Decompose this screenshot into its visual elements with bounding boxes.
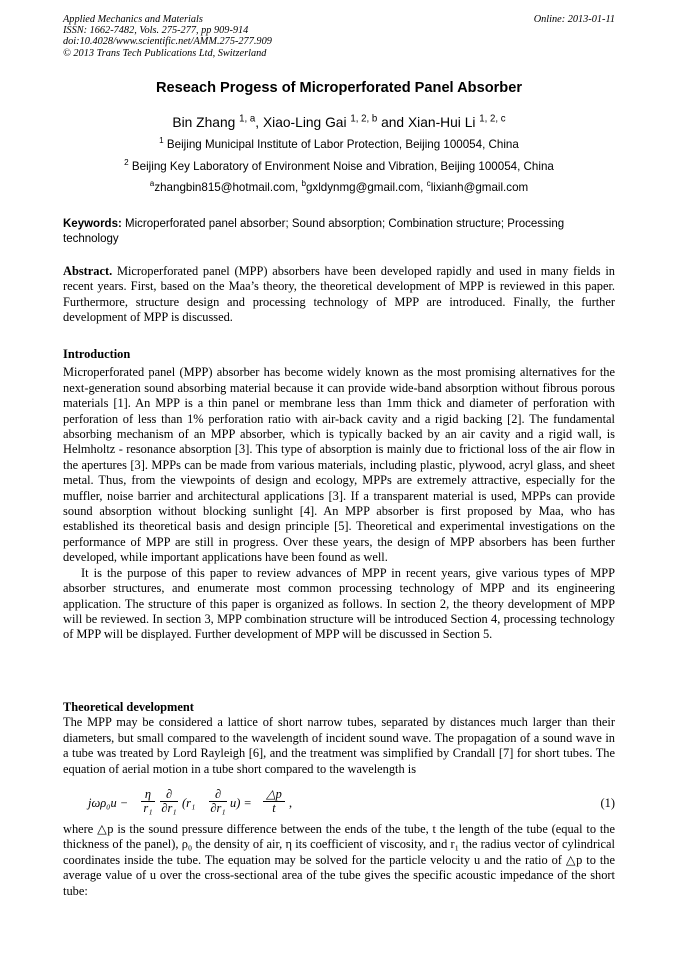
paragraph: where △p is the sound pressure difference between the ends of the tube, t the length of the tube (equal to the thickness of the panel), ρ₀ the density of air, η its coefficient of viscosity, and r₁ the radius vector of cylindrical coordinates inside the tube. The equation may be solved for the particle velocity u and the ratio of △p to the average value of u over the cross-sectional area of the tube gives the specific acoustic impedance of the short tube: — [63, 822, 615, 898]
email-line — [0, 181, 678, 194]
section-heading: Introduction — [63, 347, 131, 361]
email-marker: c — [426, 179, 431, 189]
doi-line: doi:10.4028/www.scientific.net/AMM.275-277.909 — [63, 36, 272, 48]
eq-numerator: η — [144, 787, 152, 801]
email-address[interactable]: lixianh@gmail.com — [430, 181, 529, 194]
author-affiliation-marker: 1, 2, c — [479, 113, 506, 125]
equation-number: (1) — [600, 796, 615, 810]
author-name: Xiao-Ling Gai — [262, 115, 347, 130]
eq-lhs: jωρ₀u − — [88, 796, 129, 810]
affiliation-2 — [0, 160, 678, 173]
affiliation-text: Beijing Municipal Institute of Labor Protection, Beijing 100054, China — [166, 138, 519, 151]
online-date: Online: 2013-01-11 — [533, 14, 615, 25]
journal-header — [63, 14, 615, 59]
keywords-label: Keywords: — [63, 218, 122, 230]
keywords — [63, 217, 615, 247]
affiliation-1 — [0, 138, 678, 151]
eq-fraction — [141, 788, 155, 815]
eq-middle: (r₁ — [182, 796, 196, 810]
author-name: Xian-Hui Li — [407, 115, 476, 130]
author-conjunction: and — [381, 115, 405, 130]
eq-denominator: r₁ — [143, 801, 153, 815]
theory-continuation — [63, 822, 615, 899]
keywords-text: Microperforated panel absorber; Sound absorption; Combination structure; Processing technology — [63, 218, 565, 245]
equation-1 — [88, 788, 615, 818]
eq-numerator: △p — [266, 787, 282, 801]
paragraph: It is the purpose of this paper to review advances of MPP in recent years, give various types of MPP absorber structures, and enumerate most common processing technology of MPP and its engineering application. The structure of this paper is organized as follows. In section 2, the theory development of MPP will be reviewed. In section 3, MPP combination structure will be introduced Section 4, processing technology of MPP will be displayed. Further development of MPP will be discussed in Section 5. — [63, 565, 615, 642]
eq-denominator: ∂r₁ — [210, 801, 226, 815]
eq-denominator: ∂r₁ — [161, 801, 177, 815]
copyright-line: © 2013 Trans Tech Publications Ltd, Switzerland — [63, 47, 267, 59]
affiliation-marker: 1 — [159, 136, 164, 146]
paragraph: Microperforated panel (MPP) absorber has become widely known as the most promising alternatives for the next-generation sound absorbing material because it can provide wide-band absorption without fibrous porous materials [1]. An MPP is a thin panel or membrane less than 1mm thick and diameter of perforation with perforation of less than 1% perforation ratio with air-back cavity and a rigid backing [2]. The fundamental absorbing mechanism of an MPP absorber, which is typically backed by an air cavity and a rigid wall, is Helmholtz - resonance absorption [3]. This type of absorption is mainly due to frictional loss of the air flow in the apertures [3]. MPPs can be made from various materials, including plastic, plywood, acryl glass, and sheet metal. Thus, from the viewpoints of design and ecology, MPPs are extremely attractive, especially for the muffler, noise barrier and architectural applications [3]. If a transparent material is used, MPPs can provide sound absorption without blocking sunlight [4]. An MPP absorber is first proposed by Maa, who has established its theoretical basis and design principle [5]. Theoretical and experimental investigations on the performance of MPP are still in progress. Over these years, the design of MPP absorbers has been further developed, while important applications have been found as well. — [63, 365, 615, 565]
email-marker: a — [149, 179, 155, 189]
abstract-text: Microperforated panel (MPP) absorbers have been developed rapidly and used in many fields in recent years. First, based on the Maa’s theory, the theoretical development of MPP is reviewed in this paper. Furthermore, structure design and processing technology of MPP are introduced. Finally, the further development of MPP is discussed. — [63, 264, 615, 325]
section-heading: Theoretical development — [63, 700, 194, 714]
eq-tail: , — [289, 796, 293, 810]
email-address[interactable]: zhangbin815@hotmail.com, — [154, 181, 299, 194]
paragraph: The MPP may be considered a lattice of short narrow tubes, separated by distances much larger than their diameters, but small compared to the wavelength of incident sound wave. The propagation of a sound wave in a tube was treated by Lord Rayleigh [6], and the treatment was simplified by Crandall [7] for short tubes. The equation of aerial motion in a tube short compared to the wavelength is — [63, 715, 615, 776]
eq-after: u) = — [230, 796, 252, 810]
journal-name: Applied Mechanics and Materials — [63, 14, 203, 25]
eq-numerator: ∂ — [214, 787, 222, 801]
author-name: Bin Zhang — [172, 115, 236, 130]
eq-fraction — [209, 788, 227, 815]
eq-denominator: t — [272, 801, 276, 815]
author-affiliation-marker: 1, a — [239, 113, 256, 125]
eq-fraction — [263, 788, 285, 815]
eq-fraction — [160, 788, 178, 815]
eq-numerator: ∂ — [165, 787, 173, 801]
issn-line: ISSN: 1662-7482, Vols. 275-277, pp 909-914 — [63, 25, 249, 37]
affiliation-text: Beijing Key Laboratory of Environment Noise and Vibration, Beijing 100054, China — [131, 160, 554, 173]
author-affiliation-marker: 1, 2, b — [350, 113, 378, 125]
abstract — [63, 264, 615, 326]
paper-title: Reseach Progess of Microperforated Panel Absorber — [155, 80, 523, 96]
author-list: Bin Zhang $^{1, a}$, Xiao-Ling Gai $^{1, 2, b}$ and Xian-Hui Li $^{1, 2, c}$ — [172, 113, 506, 130]
email-address[interactable]: gxldynmg@gmail.com, — [305, 181, 424, 194]
abstract-label: Abstract. — [63, 264, 113, 278]
affiliation-marker: 2 — [124, 158, 129, 168]
introduction-section — [63, 347, 615, 643]
email-marker: b — [301, 179, 306, 189]
theory-section — [63, 700, 615, 777]
